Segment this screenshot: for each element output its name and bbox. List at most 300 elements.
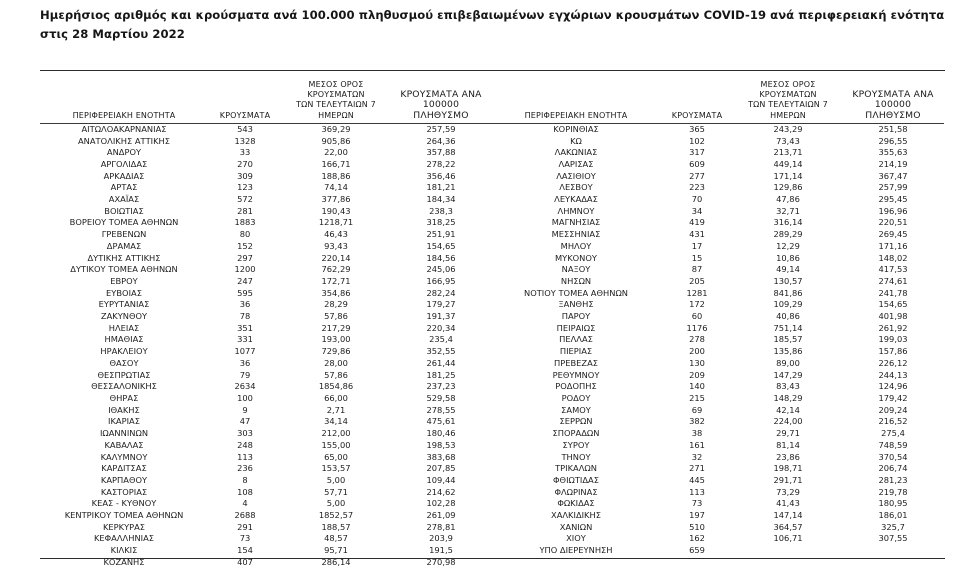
table-row [40,171,492,183]
cell-per-100000: 325,7 [881,521,905,532]
cell-region-name: ΜΑΓΝΗΣΙΑΣ [551,217,601,228]
cell-7day-average: 377,86 [321,194,351,205]
cell-per-100000: 226,12 [878,357,908,368]
cell-7day-average: 217,29 [321,322,351,333]
cell-7day-average: 172,71 [321,275,351,286]
table-row [492,334,944,346]
right-data-table [492,80,944,557]
cell-region-name: ΣΑΜΟΥ [561,404,591,415]
cell-region-name: ΗΜΑΘΙΑΣ [104,334,144,345]
cell-per-100000: 148,02 [878,252,908,263]
cell-cases: 247 [237,275,253,286]
cell-region-name: ΑΡΓΟΛΙΔΑΣ [100,158,148,169]
table-row [492,545,944,557]
cell-cases: 36 [239,299,251,310]
table-row [492,405,944,417]
header-region-name-label: ΠΕΡΙΦΕΡΕΙΑΚΗ ΕΝΟΤΗΤΑ [524,110,628,120]
table-row [492,123,944,135]
table-row [492,452,944,464]
cell-region-name: ΗΛΕΙΑΣ [108,322,140,333]
left-data-table [40,80,492,569]
table-row [40,381,492,393]
header-cases [208,80,282,123]
cell-cases: 1077 [234,346,256,357]
cell-region-name: ΚΑΛΥΜΝΟΥ [100,451,148,462]
table-row [492,299,944,311]
table-row [40,311,492,323]
cell-per-100000: 257,99 [878,182,908,193]
cell-per-100000: 181,21 [426,182,456,193]
cell-cases: 87 [691,264,703,275]
cell-cases: 277 [689,170,705,181]
cell-region-name: ΤΗΝΟΥ [561,451,591,462]
table-row [492,311,944,323]
cell-per-100000: 261,92 [878,322,908,333]
cell-region-name: ΚΟΖΑΝΗΣ [103,556,145,567]
cell-cases: 209 [689,369,705,380]
cell-7day-average: 354,86 [321,287,351,298]
cell-cases: 291 [237,521,253,532]
cell-cases: 130 [689,357,705,368]
table-row [492,498,944,510]
cell-cases: 34 [691,205,703,216]
table-row [492,428,944,440]
cell-cases: 331 [237,334,253,345]
cell-7day-average: 10,86 [776,252,800,263]
cell-7day-average: 212,00 [321,428,351,439]
cell-per-100000: 274,61 [878,275,908,286]
cell-per-100000: 181,25 [426,369,456,380]
right-table-head [492,80,944,123]
cell-7day-average: 213,71 [773,147,803,158]
cell-7day-average: 106,71 [773,533,803,544]
cell-7day-average: 188,57 [321,521,351,532]
cell-cases: 572 [237,194,253,205]
cell-region-name: ΚΙΛΚΙΣ [110,545,138,556]
cell-cases: 17 [691,240,703,251]
cell-7day-average: 220,14 [321,252,351,263]
cell-per-100000: 179,42 [878,392,908,403]
table-row [40,370,492,382]
cell-per-100000: 269,45 [878,229,908,240]
cell-cases: 79 [239,369,251,380]
table-row [492,393,944,405]
cell-7day-average: 449,14 [773,158,803,169]
cell-region-name: ΚΕΝΤΡΙΚΟΥ ΤΟΜΕΑ ΑΘΗΝΩΝ [64,510,184,521]
table-row [40,487,492,499]
cell-region-name: ΛΑΣΙΘΙΟΥ [556,170,596,181]
cell-cases: 113 [237,451,253,462]
cell-region-name: ΤΡΙΚΑΛΩΝ [555,463,597,474]
cell-cases: 33 [239,147,251,158]
cell-cases: 351 [237,322,253,333]
cell-7day-average: 171,14 [773,170,803,181]
cell-per-100000: 191,5 [429,545,453,556]
cell-per-100000: 278,22 [426,158,456,169]
header-region-name [40,80,208,123]
cell-7day-average: 224,00 [773,416,803,427]
header-per-100000-line2: ΠΛΗΘΥΣΜΟ [413,109,469,121]
cell-cases: 113 [689,486,705,497]
cell-7day-average: 57,86 [324,369,348,380]
cell-region-name: ΑΙΤΩΛΟΑΚΑΡΝΑΝΙΑΣ [81,123,167,134]
header-7day-average-line2: ΤΩΝ ΤΕΛΕΥΤΑΙΩΝ 7 ΗΜΕΡΩΝ [748,100,828,120]
table-row [40,475,492,487]
cell-region-name: ΠΕΛΛΑΣ [559,334,593,345]
cell-region-name: ΑΡΚΑΔΙΑΣ [103,170,145,181]
cell-region-name: ΚΕΦΑΛΛΗΝΙΑΣ [93,533,155,544]
header-cases-label: ΚΡΟΥΣΜΑΤΑ [219,110,271,120]
table-row [492,463,944,475]
cell-per-100000: 109,44 [426,474,456,485]
table-row [40,323,492,335]
cell-7day-average: 73,29 [776,486,800,497]
cell-per-100000: 257,59 [426,123,456,134]
cell-cases: 271 [689,463,705,474]
left-header-row [40,80,492,123]
cell-per-100000: 180,95 [878,498,908,509]
cell-region-name: ΜΗΛΟΥ [560,240,592,251]
table-row [492,136,944,148]
cell-per-100000: 748,59 [878,439,908,450]
cell-cases: 38 [691,428,703,439]
cell-per-100000: 357,88 [426,147,456,158]
cell-7day-average: 1218,71 [318,217,354,228]
caption-divider-rule [40,70,945,71]
table-row [492,159,944,171]
cell-per-100000: 251,91 [426,229,456,240]
table-row [40,334,492,346]
cell-7day-average: 66,00 [324,392,348,403]
table-row [40,545,492,557]
table-row [40,416,492,428]
cell-per-100000 [842,545,944,557]
table-row [40,123,492,135]
cell-per-100000: 417,53 [878,264,908,275]
cell-region-name: ΘΕΣΠΡΩΤΙΑΣ [97,369,151,380]
cell-cases: 510 [689,521,705,532]
cell-7day-average: 23,86 [776,451,800,462]
header-cases [660,80,734,123]
cell-7day-average: 1852,57 [318,510,354,521]
cell-per-100000: 238,3 [429,205,453,216]
header-per-100000 [842,80,944,123]
cell-7day-average: 188,86 [321,170,351,181]
cell-region-name: ΠΡΕΒΕΖΑΣ [553,357,599,368]
cell-region-name: ΞΑΝΘΗΣ [558,299,594,310]
tables-container [40,80,945,569]
table-row [40,264,492,276]
cell-cases: 2688 [234,510,256,521]
table-row [40,229,492,241]
cell-cases: 73 [239,533,251,544]
right-table-block [492,80,944,569]
cell-per-100000: 186,01 [878,510,908,521]
cell-7day-average: 155,00 [321,439,351,450]
cell-7day-average: 74,14 [324,182,348,193]
cell-region-name: ΑΝΑΤΟΛΙΚΗΣ ΑΤΤΙΚΗΣ [77,135,171,146]
table-row [40,358,492,370]
cell-7day-average: 49,14 [776,264,800,275]
cell-region-name: ΑΝΔΡΟΥ [106,147,142,158]
cell-7day-average: 129,86 [773,182,803,193]
cell-region-name: ΝΗΣΩΝ [560,275,592,286]
cell-per-100000: 235,4 [429,334,453,345]
table-row [492,217,944,229]
table-row [40,522,492,534]
cell-7day-average: 729,86 [321,346,351,357]
cell-7day-average: 83,43 [776,381,800,392]
table-row [40,241,492,253]
cell-per-100000: 295,45 [878,194,908,205]
cell-region-name: ΘΕΣΣΑΛΟΝΙΚΗΣ [91,381,157,392]
cell-7day-average: 369,29 [321,123,351,134]
cell-per-100000: 356,46 [426,170,456,181]
cell-region-name: ΣΥΡΟΥ [562,439,590,450]
cell-region-name: ΚΩ [570,135,582,146]
table-row [40,136,492,148]
cell-per-100000: 282,24 [426,287,456,298]
table-row [40,452,492,464]
cell-7day-average: 762,29 [321,264,351,275]
table-row [492,440,944,452]
table-row [40,159,492,171]
cell-region-name: ΒΟΙΩΤΙΑΣ [104,205,144,216]
cell-region-name: ΔΥΤΙΚΗΣ ΑΤΤΙΚΗΣ [87,252,161,263]
cell-7day-average: 34,14 [324,416,348,427]
table-caption [40,6,945,44]
cell-cases: 445 [689,474,705,485]
cell-cases: 1176 [686,322,708,333]
cell-cases: 32 [691,451,703,462]
cell-per-100000: 203,9 [429,533,453,544]
table-row [492,147,944,159]
header-7day-average-line2: ΤΩΝ ΤΕΛΕΥΤΑΙΩΝ 7 ΗΜΕΡΩΝ [296,100,376,120]
cell-cases: 1281 [686,287,708,298]
cell-per-100000: 370,54 [878,451,908,462]
caption-text: Ημερήσιος αριθμός και κρούσματα ανά 100.000 πληθυσμού επιβεβαιωμένων εγχώριων κρουσμάτων COVID-19 ανά περιφερειακή ενότητα στις 28 Μαρτίου 2022 [40,8,945,41]
cell-region-name: ΝΟΤΙΟΥ ΤΟΜΕΑ ΑΘΗΝΩΝ [524,287,628,298]
cell-7day-average: 57,86 [324,311,348,322]
cell-7day-average: 185,57 [773,334,803,345]
cell-7day-average: 190,43 [321,205,351,216]
cell-cases: 172 [689,299,705,310]
cell-region-name: ΔΥΤΙΚΟΥ ΤΟΜΕΑ ΑΘΗΝΩΝ [70,264,178,275]
cell-7day-average: 95,71 [324,545,348,556]
cell-region-name: ΚΑΡΠΑΘΟΥ [100,474,148,485]
cell-region-name: ΚΟΡΙΝΘΙΑΣ [553,123,599,134]
cell-cases: 236 [237,463,253,474]
cell-cases: 102 [689,135,705,146]
cell-per-100000: 355,63 [878,147,908,158]
cell-cases: 197 [689,510,705,521]
cell-region-name: ΕΥΡΥΤΑΝΙΑΣ [98,299,150,310]
cell-region-name: ΒΟΡΕΙΟΥ ΤΟΜΕΑ ΑΘΗΝΩΝ [69,217,179,228]
cell-7day-average: 905,86 [321,135,351,146]
table-row [40,428,492,440]
cell-per-100000: 166,95 [426,275,456,286]
cell-region-name: ΡΕΘΥΜΝΟΥ [552,369,600,380]
cell-cases: 69 [691,404,703,415]
cell-cases: 78 [239,311,251,322]
cell-7day-average: 81,14 [776,439,800,450]
cell-per-100000: 261,09 [426,510,456,521]
cell-cases: 8 [242,474,248,485]
cell-per-100000: 245,06 [426,264,456,275]
cell-per-100000: 307,55 [878,533,908,544]
cell-cases: 123 [237,182,253,193]
cell-7day-average: 42,14 [776,404,800,415]
cell-region-name: ΑΧΑΪΑΣ [108,194,140,205]
cell-7day-average: 93,43 [324,240,348,251]
cell-cases: 161 [689,439,705,450]
cell-region-name: ΘΑΣΟΥ [109,357,139,368]
cell-region-name: ΧΑΛΚΙΔΙΚΗΣ [551,510,601,521]
cell-per-100000: 216,52 [878,416,908,427]
cell-cases: 543 [237,123,253,134]
table-row [492,264,944,276]
cell-region-name: ΙΚΑΡΙΑΣ [108,416,140,427]
table-row [492,194,944,206]
cell-cases: 15 [691,252,703,263]
cell-region-name: ΦΘΙΩΤΙΔΑΣ [553,474,599,485]
table-row [492,323,944,335]
cell-per-100000: 261,44 [426,357,456,368]
cell-region-name: ΛΗΜΝΟΥ [557,205,595,216]
cell-7day-average: 130,57 [773,275,803,286]
cell-7day-average: 286,14 [321,556,351,567]
table-row [492,416,944,428]
cell-cases: 205 [689,275,705,286]
table-row [40,498,492,510]
cell-region-name: ΚΑΡΔΙΤΣΑΣ [101,463,147,474]
table-row [40,182,492,194]
cell-region-name: ΙΘΑΚΗΣ [108,404,140,415]
table-row [492,276,944,288]
table-row [40,533,492,545]
header-cases-label: ΚΡΟΥΣΜΑΤΑ [671,110,723,120]
cell-7day-average: 48,57 [324,533,348,544]
cell-per-100000: 214,62 [426,486,456,497]
cell-cases: 108 [237,486,253,497]
cell-cases: 281 [237,205,253,216]
cell-cases: 248 [237,439,253,450]
table-row [492,510,944,522]
cell-per-100000: 278,81 [426,521,456,532]
table-row [492,253,944,265]
cell-region-name: ΡΟΔΟΥ [561,392,591,403]
header-7day-average [734,80,842,123]
cell-cases: 154 [237,545,253,556]
cell-per-100000: 352,55 [426,346,456,357]
cell-cases: 73 [691,498,703,509]
cell-per-100000: 220,51 [878,217,908,228]
left-table-block [40,80,492,569]
cell-region-name: ΚΕΑΣ - ΚΥΘΝΟΥ [91,498,157,509]
cell-region-name: ΠΑΡΟΥ [561,311,591,322]
cell-cases: 1200 [234,264,256,275]
table-row [40,276,492,288]
cell-cases: 419 [689,217,705,228]
cell-cases: 309 [237,170,253,181]
cell-7day-average: 46,43 [324,229,348,240]
cell-7day-average: 89,00 [776,357,800,368]
cell-per-100000: 124,96 [878,381,908,392]
cell-region-name: ΖΑΚΥΝΘΟΥ [100,311,148,322]
cell-per-100000: 191,37 [426,311,456,322]
cell-7day-average: 2,71 [326,404,346,415]
table-row [40,253,492,265]
cell-cases: 297 [237,252,253,263]
left-table-head [40,80,492,123]
cell-cases: 317 [689,147,705,158]
cell-7day-average: 135,86 [773,346,803,357]
cell-per-100000: 179,27 [426,299,456,310]
cell-cases: 1883 [234,217,256,228]
cell-cases: 382 [689,416,705,427]
cell-7day-average: 22,00 [324,147,348,158]
cell-region-name: ΚΕΡΚΥΡΑΣ [102,521,146,532]
cell-region-name: ΥΠΟ ΔΙΕΡΕΥΝΗΣΗ [539,545,613,556]
cell-region-name: ΗΡΑΚΛΕΙΟΥ [100,346,148,357]
header-7day-average-line1: ΜΕΣΟΣ ΟΡΟΣ ΚΡΟΥΣΜΑΤΩΝ [759,80,817,100]
cell-7day-average: 364,57 [773,521,803,532]
cell-cases: 223 [689,182,705,193]
table-row [40,194,492,206]
cell-per-100000: 184,56 [426,252,456,263]
cell-7day-average: 29,71 [776,428,800,439]
cell-region-name: ΣΠΟΡΑΔΩΝ [552,428,600,439]
cell-per-100000: 198,53 [426,439,456,450]
cell-per-100000: 251,58 [878,123,908,134]
table-row [40,463,492,475]
header-per-100000-line2: ΠΛΗΘΥΣΜΟ [865,109,921,121]
cell-cases: 162 [689,533,705,544]
cell-region-name: ΛΕΣΒΟΥ [559,182,593,193]
table-row [40,217,492,229]
cell-region-name: ΔΡΑΜΑΣ [106,240,142,251]
header-7day-average-line1: ΜΕΣΟΣ ΟΡΟΣ ΚΡΟΥΣΜΑΤΩΝ [307,80,365,100]
cell-7day-average [734,545,842,557]
cell-per-100000: 241,78 [878,287,908,298]
cell-7day-average: 841,86 [773,287,803,298]
cell-per-100000: 199,03 [878,334,908,345]
cell-per-100000: 296,55 [878,135,908,146]
cell-per-100000: 154,65 [426,240,456,251]
cell-cases: 365 [689,123,705,134]
cell-region-name: ΝΑΞΟΥ [561,264,591,275]
cell-per-100000: 475,61 [426,416,456,427]
cell-cases: 9 [242,404,248,415]
cell-7day-average: 291,71 [773,474,803,485]
table-row [492,381,944,393]
table-row [40,405,492,417]
table-row [492,487,944,499]
cell-per-100000: 157,86 [878,346,908,357]
cell-cases: 100 [237,392,253,403]
cell-region-name: ΣΕΡΡΩΝ [559,416,593,427]
cell-per-100000: 529,58 [426,392,456,403]
cell-cases: 407 [237,556,253,567]
cell-7day-average: 166,71 [321,158,351,169]
cell-per-100000: 220,34 [426,322,456,333]
cell-7day-average: 148,29 [773,392,803,403]
cell-cases: 595 [237,287,253,298]
cell-region-name: ΓΡΕΒΕΝΩΝ [101,229,147,240]
cell-7day-average: 1854,86 [318,381,354,392]
cell-region-name: ΧΑΝΙΩΝ [559,521,593,532]
cell-cases: 152 [237,240,253,251]
